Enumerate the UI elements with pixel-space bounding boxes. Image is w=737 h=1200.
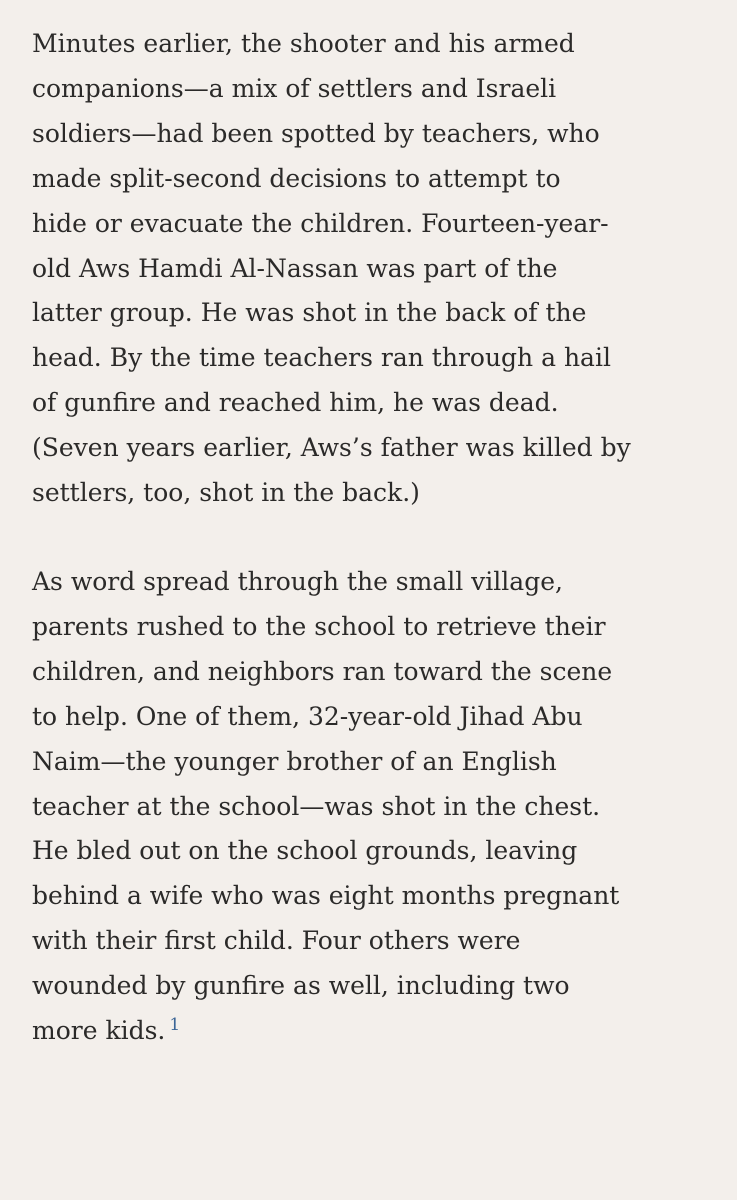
text-line: wounded by gunfire as well, including two: [32, 971, 570, 1001]
text-line: soldiers—had been spotted by teachers, who: [32, 118, 600, 148]
text-line: head. By the time teachers ran through a hail: [32, 343, 611, 373]
text-line: Minutes earlier, the shooter and his armed: [32, 29, 575, 58]
text-line: hide or evacuate the children. Fourteen-year-: [32, 208, 609, 238]
text-line: of gunfire and reached him, he was dead.: [32, 388, 559, 418]
text-line: old Aws Hamdi Al-Nassan was part of the: [32, 253, 558, 283]
text-line: more kids.: [32, 1016, 166, 1046]
text-line: to help. One of them, 32-year-old Jihad Abu: [32, 701, 583, 731]
text-line: Naim—the younger brother of an English: [32, 746, 557, 776]
text-line: children, and neighbors ran toward the scene: [32, 656, 613, 686]
text-line: He bled out on the school grounds, leaving: [32, 836, 578, 866]
text-line: companions—a mix of settlers and Israeli: [32, 73, 557, 103]
paragraph-1: [32, 22, 722, 516]
text-line: settlers, too, shot in the back.): [32, 478, 420, 508]
text-line: As word spread through the small village,: [32, 566, 563, 596]
text-line: teacher at the school—was shot in the chest.: [32, 791, 601, 821]
text-line: behind a wife who was eight months pregnant: [32, 881, 620, 911]
article-body: [32, 22, 722, 1054]
text-line: latter group. He was shot in the back of the: [32, 298, 587, 328]
footnote-link[interactable]: 1: [169, 1014, 181, 1035]
text-line: (Seven years earlier, Aws’s father was killed by: [32, 433, 631, 463]
paragraph-2: [32, 560, 722, 1054]
text-line: parents rushed to the school to retrieve their: [32, 611, 606, 641]
text-line: with their first child. Four others were: [32, 926, 521, 956]
last-line: [32, 1009, 722, 1054]
text-line: made split-second decisions to attempt to: [32, 163, 561, 193]
